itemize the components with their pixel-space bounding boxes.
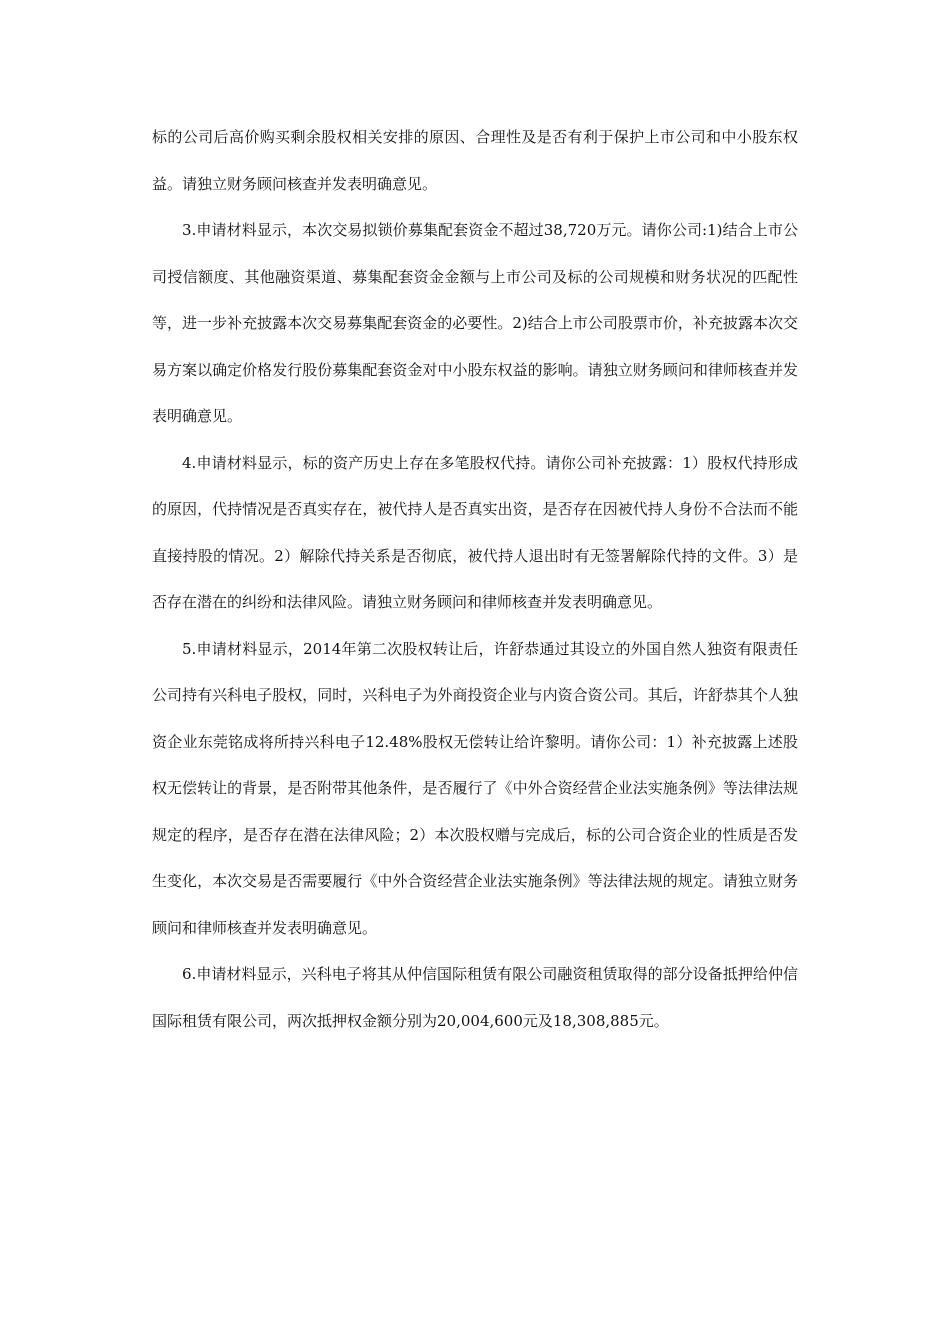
paragraph-item-6: 6.申请材料显示，兴科电子将其从仲信国际租赁有限公司融资租赁取得的部分设备抵押给仲信国际租赁有限公司，两次抵押权金额分别为20,004,600元及18,308,885元。 xyxy=(152,965,798,1030)
paragraph-continuation: 标的公司后高价购买剩余股权相关安排的原因、合理性及是否有利于保护上市公司和中小股东权益。请独立财务顾问核查并发表明确意见。 xyxy=(152,128,798,193)
paragraph-item-5: 5.申请材料显示，2014年第二次股权转让后，许舒恭通过其设立的外国自然人独资有限责任公司持有兴科电子股权，同时，兴科电子为外商投资企业与内资合资公司。其后，许舒恭其个人独资企业东莞铭成将所持兴科电子12.48%股权无偿转让给许黎明。请你公司：1）补充披露上述股权无偿转让的背景，是否附带其他条件，是否履行了《中外合资经营企业法实施条例》等法律法规规定的程序，是否存在潜在法律风险；2）本次股权赠与完成后，标的公司合资企业的性质是否发生变化，本次交易是否需要履行《中外合资经营企业法实施条例》等法律法规的规定。请独立财务顾问和律师核查并发表明确意见。 xyxy=(152,639,798,937)
paragraph-item-4: 4.申请材料显示，标的资产历史上存在多笔股权代持。请你公司补充披露：1）股权代持形成的原因，代持情况是否真实存在，被代持人是否真实出资，是否存在因被代持人身份不合法而不能直接持股的情况。2）解除代持关系是否彻底，被代持人退出时有无签署解除代持的文件。3）是否存在潜在的纠纷和法律风险。请独立财务顾问和律师核查并发表明确意见。 xyxy=(152,453,798,611)
document-body xyxy=(152,114,798,1044)
paragraph-item-3: 3.申请材料显示，本次交易拟锁价募集配套资金不超过38,720万元。请你公司:1)结合上市公司授信额度、其他融资渠道、募集配套资金金额与上市公司及标的公司规模和财务状况的匹配性等，进一步补充披露本次交易募集配套资金的必要性。2)结合上市公司股票市价，补充披露本次交易方案以确定价格发行股份募集配套资金对中小股东权益的影响。请独立财务顾问和律师核查并发表明确意见。 xyxy=(152,221,798,425)
